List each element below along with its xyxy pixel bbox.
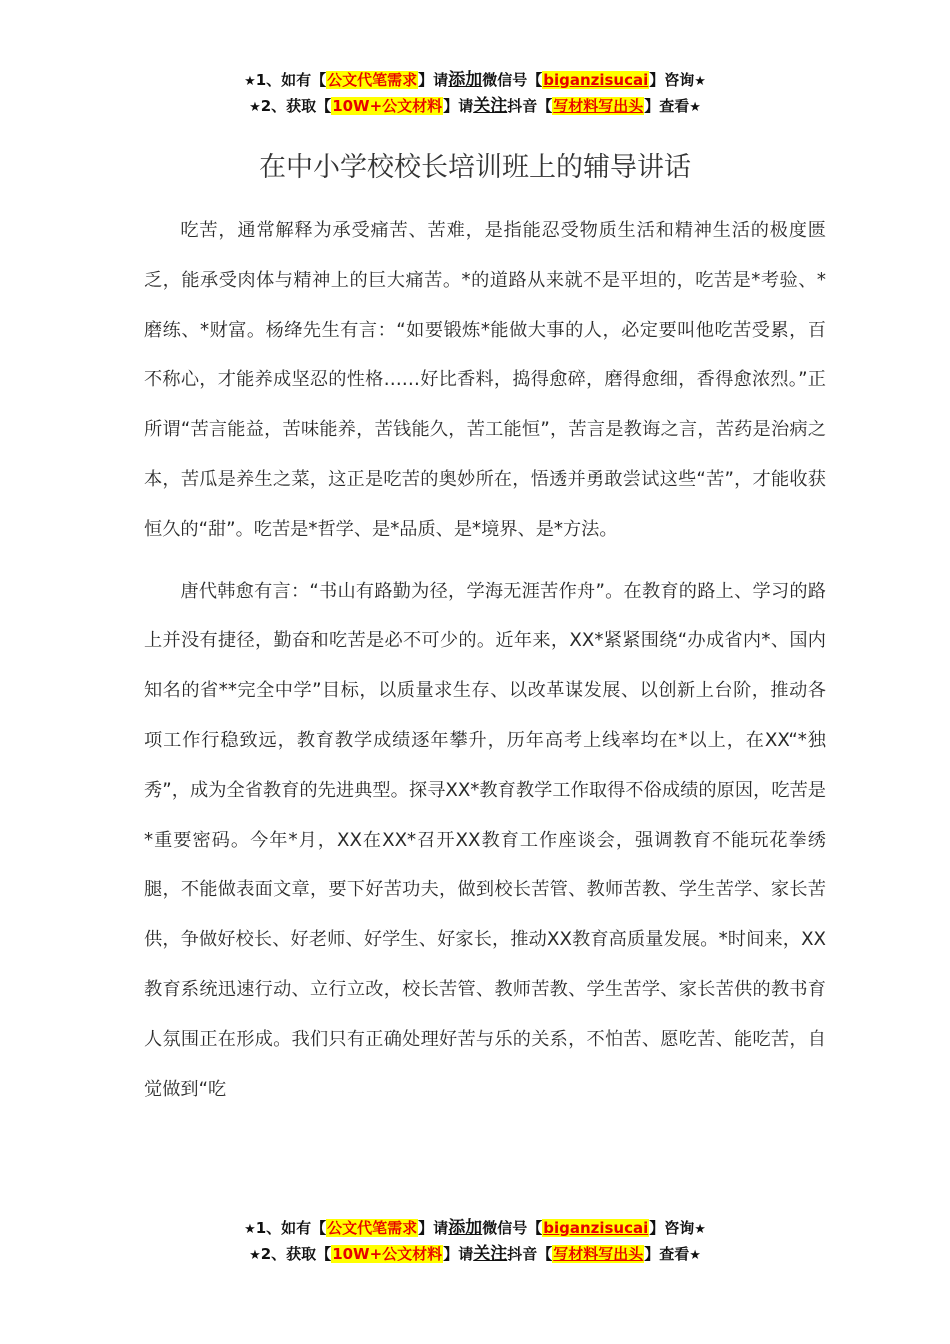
banner-text: 】请 — [443, 97, 474, 115]
banner-text: 微信号【 — [482, 71, 543, 89]
banner-text: 】请 — [418, 71, 449, 89]
banner-text: 抖音【 — [507, 97, 553, 115]
banner-line-1 — [0, 68, 950, 94]
star-icon: ★ — [689, 100, 701, 115]
banner-text: 2、获取【 — [260, 97, 332, 115]
banner-emphasis: 关注 — [473, 1244, 508, 1264]
banner-highlight-douyin: 写材料写出头 — [553, 97, 644, 115]
banner-highlight-wechat: biganzisucai — [543, 1219, 649, 1237]
star-icon: ★ — [249, 1248, 261, 1263]
paragraph-2: 唐代韩愈有言：“书山有路勤为径，学海无涯苦作舟”。在教育的路上、学习的路上并没有捷径，勤奋和吃苦是必不可少的。近年来，XX*紧紧围绕“办成省内*、国内知名的省**完全中学”目标，以质量求生存、以改革谋发展、以创新上台阶，推动各项工作行稳致远，教育教学成绩逐年攀升，历年高考上线率均在*以上，在XX“*独秀”，成为全省教育的先进典型。探寻XX*教育教学工作取得不俗成绩的原因，吃苦是*重要密码。今年*月，XX在XX*召开XX教育工作座谈会，强调教育不能玩花拳绣腿，不能做表面文章，要下好苦功夫，做到校长苦管、教师苦教、学生苦学、家长苦供，争做好校长、好老师、好学生、好家长，推动XX教育高质量发展。*时间来，XX教育系统迅速行动、立行立改，校长苦管、教师苦教、学生苦学、家长苦供的教书育人氛围正在形成。我们只有正确处理好苦与乐的关系，不怕苦、愿吃苦、能吃苦，自觉做到“吃 — [144, 580, 826, 1100]
banner-text: 微信号【 — [482, 1219, 543, 1237]
header-banner — [0, 68, 950, 120]
star-icon: ★ — [689, 1248, 701, 1263]
document-body — [144, 206, 826, 1114]
banner-text: 】请 — [443, 1245, 474, 1263]
star-icon: ★ — [244, 74, 256, 89]
star-icon: ★ — [244, 1222, 256, 1237]
paragraph-1: 吃苦，通常解释为承受痛苦、苦难，是指能忍受物质生活和精神生活的极度匮乏，能承受肉体与精神上的巨大痛苦。*的道路从来就不是平坦的，吃苦是*考验、*磨练、*财富。杨绛先生有言：“如要锻炼*能做大事的人，必定要叫他吃苦受累，百不称心，才能养成坚忍的性格……好比香料，捣得愈碎，磨得愈细，香得愈浓烈。”正所谓“苦言能益，苦味能养，苦钱能久，苦工能恒”，苦言是教诲之言，苦药是治病之本，苦瓜是养生之菜，这正是吃苦的奥妙所在，悟透并勇敢尝试这些“苦”，才能收获恒久的“甜”。吃苦是*哲学、是*品质、是*境界、是*方法。 — [144, 220, 826, 540]
banner-highlight-wechat: biganzisucai — [543, 71, 649, 89]
banner-line-1 — [0, 1216, 950, 1242]
banner-text: 】请 — [418, 1219, 449, 1237]
star-icon: ★ — [249, 100, 261, 115]
banner-emphasis: 添加 — [448, 70, 483, 90]
banner-highlight-douyin: 写材料写出头 — [553, 1245, 644, 1263]
banner-text: 】咨询 — [649, 1219, 695, 1237]
banner-text: 】咨询 — [649, 71, 695, 89]
banner-highlight: 公文代笔需求 — [327, 1219, 418, 1237]
footer-banner — [0, 1216, 950, 1268]
star-icon: ★ — [694, 1222, 706, 1237]
banner-text: 1、如有【 — [255, 71, 327, 89]
banner-highlight: 公文代笔需求 — [327, 71, 418, 89]
banner-text: 】查看 — [644, 97, 690, 115]
star-icon: ★ — [694, 74, 706, 89]
banner-text: 】查看 — [644, 1245, 690, 1263]
banner-highlight: 10W+公文材料 — [332, 97, 443, 115]
banner-line-2 — [0, 94, 950, 120]
banner-text: 2、获取【 — [260, 1245, 332, 1263]
banner-text: 抖音【 — [507, 1245, 553, 1263]
banner-line-2 — [0, 1242, 950, 1268]
document-title: 在中小学校校长培训班上的辅导讲话 — [259, 152, 691, 183]
banner-text: 1、如有【 — [255, 1219, 327, 1237]
banner-emphasis: 关注 — [473, 96, 508, 116]
banner-highlight: 10W+公文材料 — [332, 1245, 443, 1263]
banner-emphasis: 添加 — [448, 1218, 483, 1238]
